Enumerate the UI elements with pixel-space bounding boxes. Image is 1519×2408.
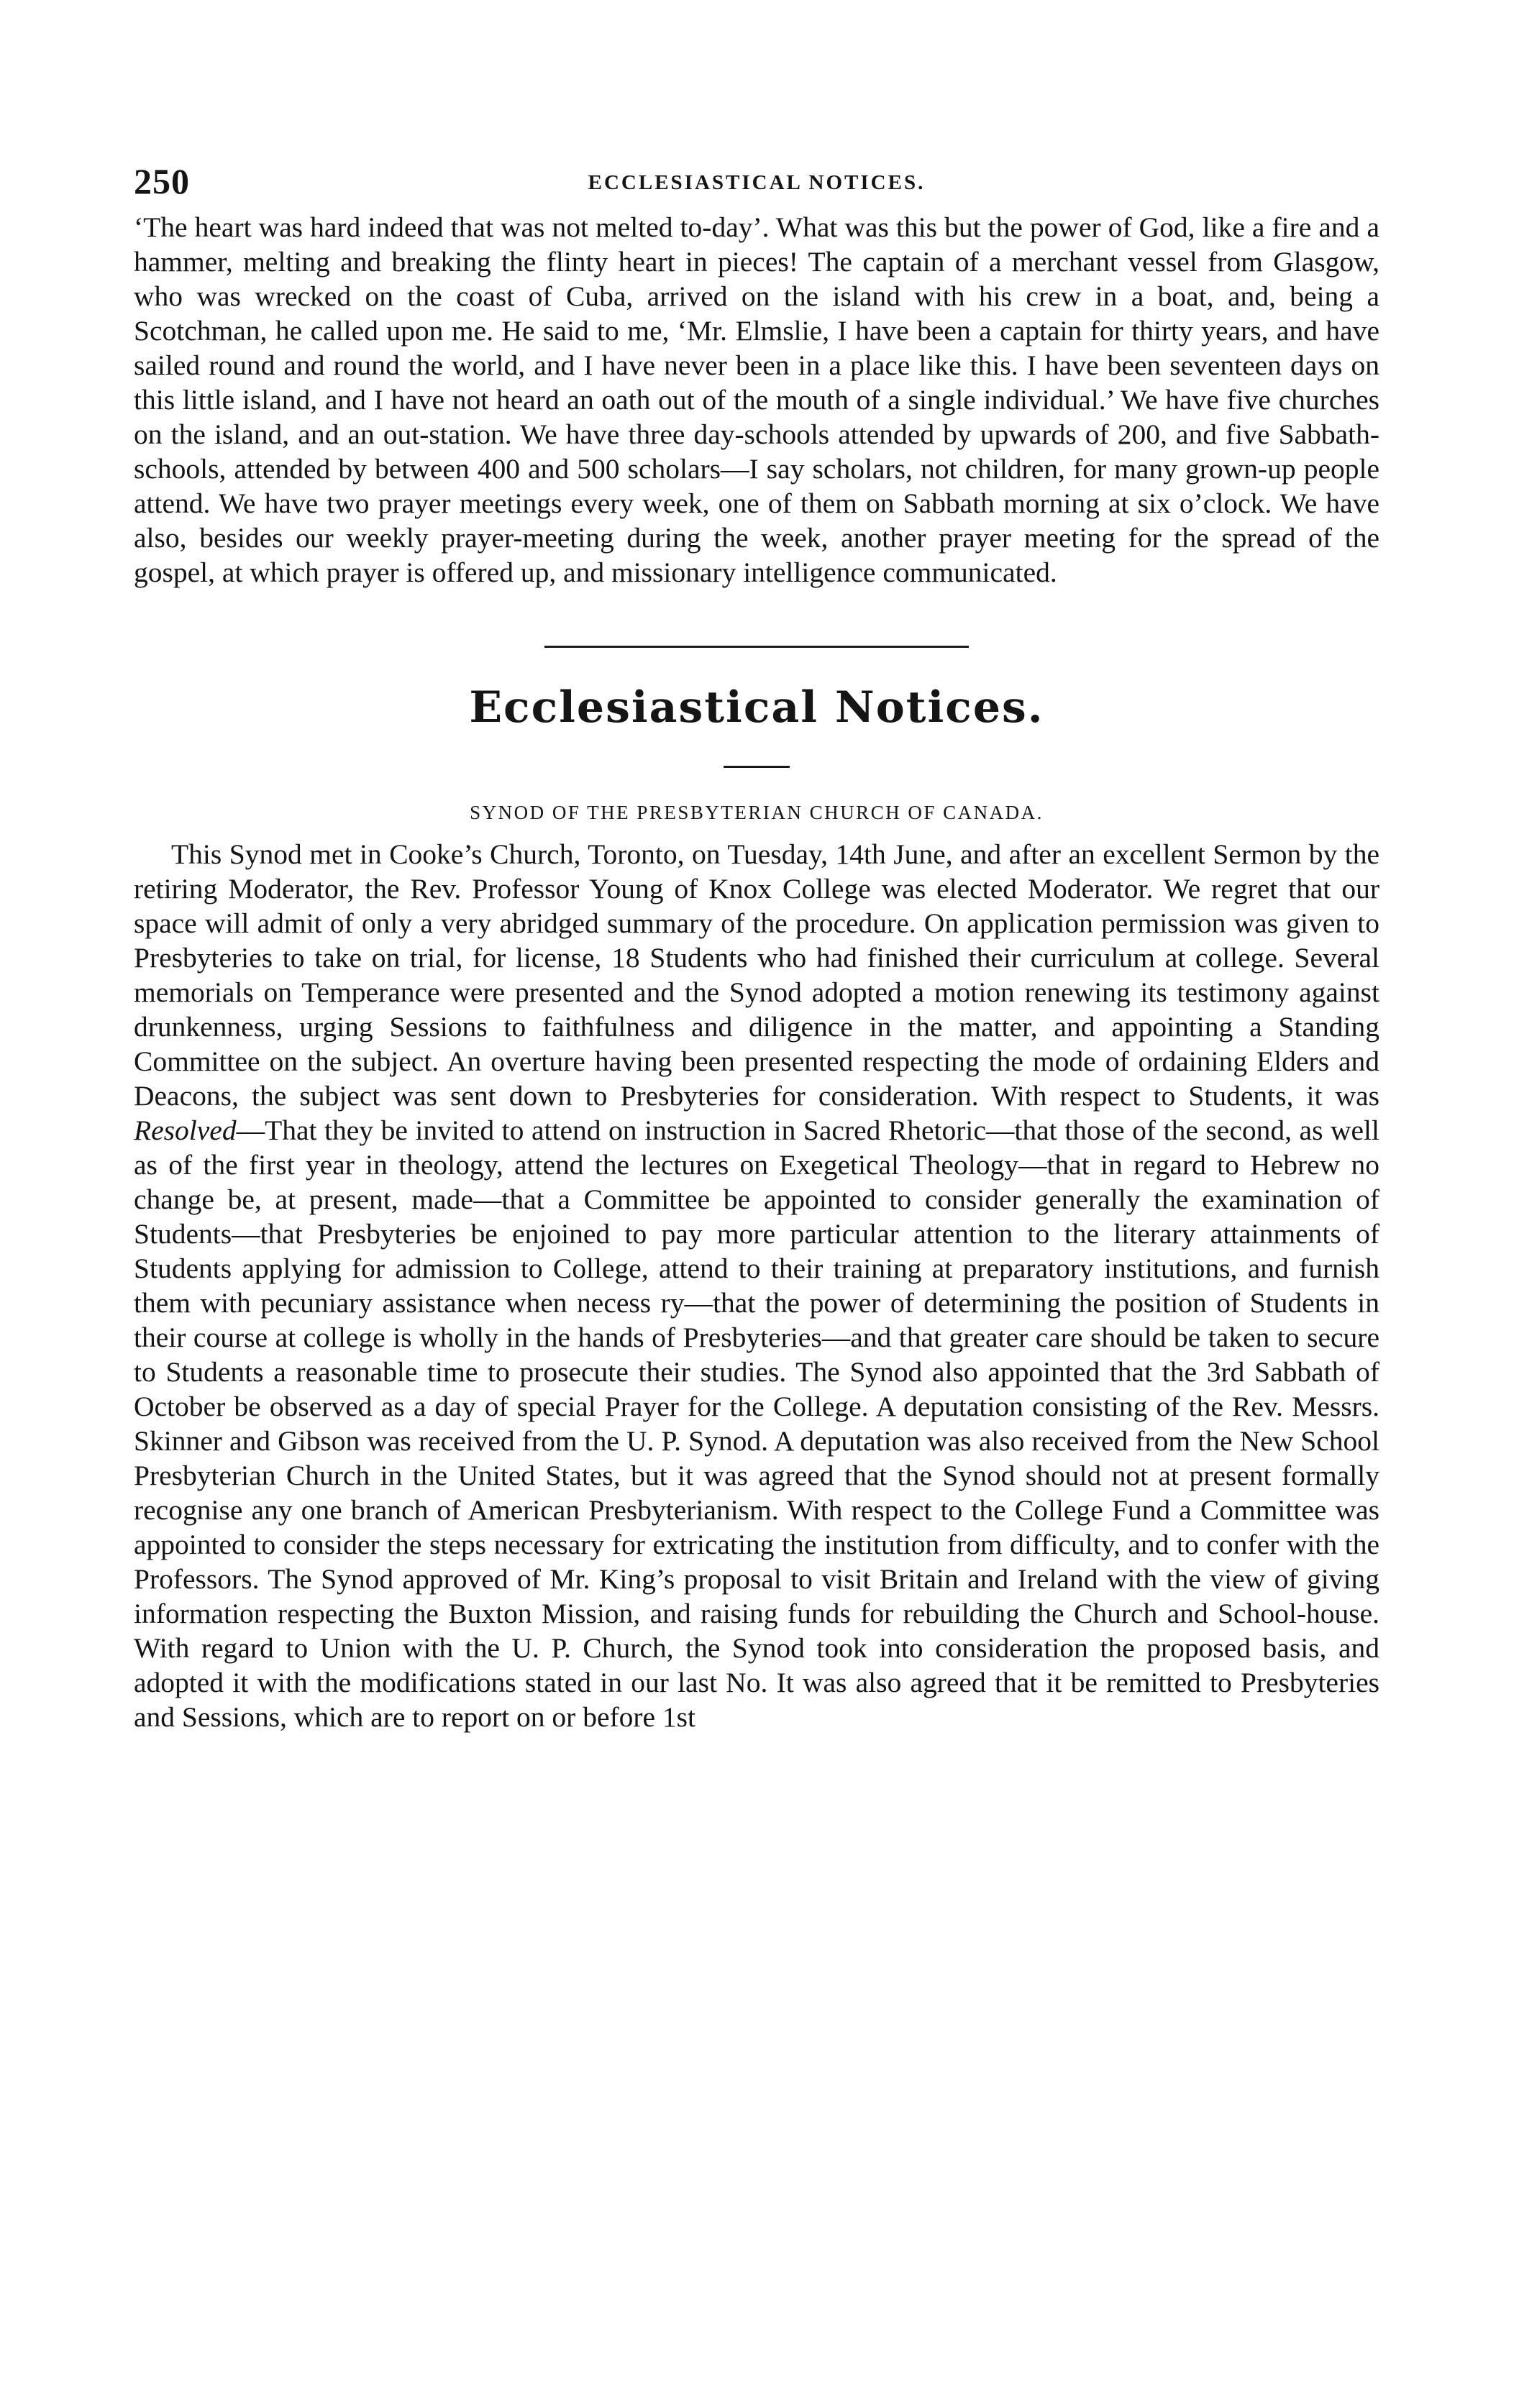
title-underline <box>724 766 790 768</box>
synod-paragraph <box>134 837 1379 1734</box>
running-head <box>134 160 1379 210</box>
running-title: ECCLESIASTICAL NOTICES. <box>588 171 926 194</box>
page-number: 250 <box>134 161 190 201</box>
page <box>134 160 1379 1734</box>
synod-text-before: This Synod met in Cooke’s Church, Toronto, on Tuesday, 14th June, and after an excellent Sermon by the retiring Moderator, the Rev. Professor Young of Knox College was elected Moderator. We regret that our space will admit of only a very abridged summary of the procedure. On application permission was given to Presbyteries to take on trial, for license, 18 Students who had finished their curriculum at college. Several memorials on Temperance were presented and the Synod adopted a motion renewing its testimony against drunkenness, urging Sessions to faithfulness and diligence in the matter, and appointing a Standing Committee on the subject. An overture having been presented respecting the mode of ordaining Elders and Deacons, the subject was sent down to Presbyteries for consideration. With respect to Students, it was <box>134 838 1379 1112</box>
letter-paragraph: ‘The heart was hard indeed that was not melted to-day’. What was this but the power of God, like a fire and a hammer, melting and breaking the flinty heart in pieces! The captain of a merchant vessel from Glasgow, who was wrecked on the coast of Cuba, arrived on the island with his crew in a boat, and, being a Scotchman, he called upon me. He said to me, ‘Mr. Elmslie, I have been a captain for thirty years, and have sailed round and round the world, and I have never been in a place like this. I have been seventeen days on this little island, and I have not heard an oath out of the mouth of a single individual.’ We have five churches on the island, and an out-station. We have three day-schools attended by upwards of 200, and five Sabbath-schools, attended by between 400 and 500 scholars—I say scholars, not children, for many grown-up people attend. We have two prayer meetings every week, one of them on Sabbath morning at six o’clock. We have also, besides our weekly prayer-meeting during the week, another prayer meeting for the spread of the gospel, at which prayer is offered up, and missionary intelligence communicated. <box>134 211 1379 588</box>
section-divider <box>544 646 969 648</box>
synod-text-after: —That they be invited to attend on instruction in Sacred Rhetoric—that those of the second, as well as of the first year in theology, attend the lectures on Exegetical Theology—that in regard to Hebrew no change be, at present, made—that a Committee be appointed to consider generally the examination of Students—that Presbyteries be enjoined to pay more particular attention to the literary attainments of Students applying for admission to College, attend to their training at preparatory institutions, and furnish them with pecuniary assistance when necess ry—that the power of determining the position of Students in their course at college is wholly in the hands of Presbyteries—and that greater care should be taken to secure to Students a reasonable time to prosecute their studies. The Synod also appointed that the 3rd Sabbath of October be observed as a day of special Prayer for the College. A deputation consisting of the Rev. Messrs. Skinner and Gibson was received from the U. P. Synod. A deputation was also received from the New School Presbyterian Church in the United States, but it was agreed that the Synod should not at present formally recognise any one branch of American Presbyterianism. With respect to the College Fund a Committee was appointed to consider the steps necessary for extricating the institution from difficulty, and to confer with the Professors. The Synod approved of Mr. King’s proposal to visit Britain and Ireland with the view of giving information respecting the Buxton Mission, and raising funds for rebuilding the Church and School-house. With regard to Union with the U. P. Church, the Synod took into consideration the proposed basis, and adopted it with the modifications stated in our last No. It was also agreed that it be remitted to Presbyteries and Sessions, which are to report on or before 1st <box>134 1114 1379 1733</box>
section-title: Ecclesiastical Notices. <box>469 682 1044 733</box>
synod-subheading: SYNOD OF THE PRESBYTERIAN CHURCH OF CANADA. <box>470 802 1044 823</box>
resolved-word: Resolved <box>134 1114 237 1146</box>
